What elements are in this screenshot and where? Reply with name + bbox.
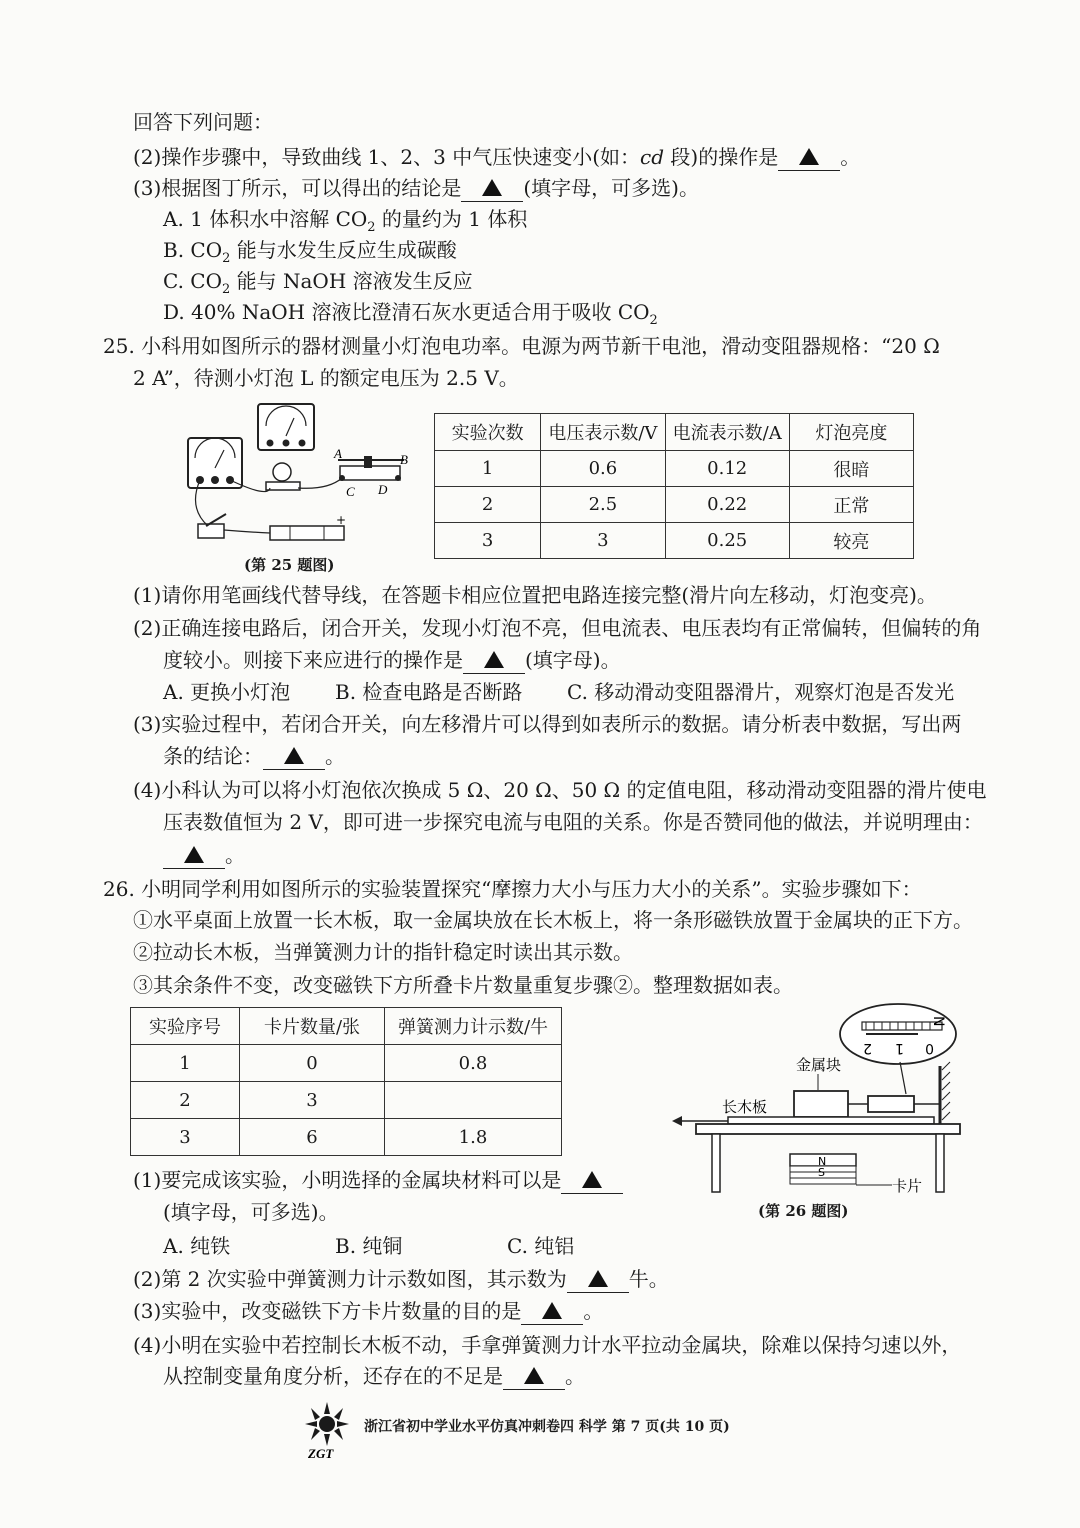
table-header-row [131,1008,562,1045]
answer-triangle-icon [542,1302,562,1319]
table-header-cell: 灯泡亮度 [789,414,913,451]
q25-part4-line2: 压表数值恒为 2 V，即可进一步探究电流与电阻的关系。你是否赞同他的做法，并说明理由： [163,810,983,834]
q25-figure-caption: (第 25 题图) [244,556,335,574]
answer-triangle-icon [524,1367,544,1384]
zgt-logo-icon [296,1400,358,1460]
table-cell: 1 [131,1045,240,1082]
card-label: 卡片 [892,1177,923,1195]
answer-triangle-icon [484,651,504,668]
table-cell: 0.25 [665,523,789,559]
q26-data-table [130,1007,562,1156]
q25-part1: (1)请你用笔画线代替导线，在答题卡相应位置把电路连接完整(滑片向左移动，灯泡变亮)。 [133,583,937,607]
table-row [131,1082,562,1119]
scale-label-2: 2 [863,1040,872,1056]
q26-part1-line1: (1)要完成该实验，小明选择的金属块材料可以是 [133,1165,623,1195]
answer-triangle-icon [184,846,204,863]
answer-blank[interactable] [461,175,523,202]
q26-part3: (3)实验中，改变磁铁下方卡片数量的目的是 。 [133,1299,604,1323]
table-cell: 0.12 [665,451,789,487]
answer-triangle-icon [582,1171,602,1188]
table-cell: 2 [435,487,541,523]
table-row [435,487,914,523]
table-top [696,1124,960,1134]
answer-blank[interactable] [778,144,840,171]
table-row [131,1045,562,1082]
answer-blank[interactable] [163,842,225,869]
table-header-cell: 电流表示数/A [665,414,789,451]
q26-friction-figure [668,1000,968,1198]
q26-step1: ①水平桌面上放置一长木板，取一金属块放在长木板上，将一条形磁铁放置于金属块的正下方。 [133,908,973,932]
answer-blank[interactable] [567,1266,629,1293]
q25-part2-option-b: B. 检查电路是否断路 [335,680,523,704]
ammeter-icon [188,438,242,488]
table-cell: 3 [131,1119,240,1156]
answer-blank[interactable] [561,1167,623,1194]
spring-scale-icon [868,1096,914,1112]
table-cell: 6 [240,1119,385,1156]
logo-text: ZGT [308,1446,334,1460]
answer-triangle-icon [799,148,819,165]
magnet-n-label: N [818,1155,827,1168]
table-cell: 很暗 [789,451,913,487]
q26-option-a: A. 纯铁 [163,1234,231,1258]
scale-label-n: N [930,1016,946,1027]
answer-triangle-icon [284,747,304,764]
q26-stem: 26. 小明同学利用如图所示的实验装置探究“摩擦力大小与压力大小的关系”。实验步骤如下： [103,877,922,901]
label-plus: + [336,513,347,527]
q24-option-a: A. 1 体积水中溶解 $CO_2$ 的量约为 1 体积 [163,207,528,235]
table-cell: 3 [435,523,541,559]
q26-step2: ②拉动长木板，当弹簧测力计的指针稳定时读出其示数。 [133,940,633,964]
answer-triangle-icon [482,179,502,196]
table-header-cell: 实验序号 [131,1008,240,1045]
table-cell: 正常 [789,487,913,523]
q25-part2-line2: 度较小。则接下来应进行的操作是 (填字母)。 [163,648,621,672]
table-cell: 0.6 [541,451,665,487]
switch-icon [198,514,226,538]
answer-blank[interactable] [263,743,325,770]
table-cell: 较亮 [789,523,913,559]
scale-label-1: 1 [895,1040,904,1056]
table-row [435,451,914,487]
q24-part2: (2)操作步骤中，导致曲线 1、2、3 中气压快速变小(如：cd 段)的操作是 。 [133,145,861,169]
q26-figure-caption: (第 26 题图) [758,1202,849,1220]
label-a: A [334,446,342,461]
q25-part2-line1: (2)正确连接电路后，闭合开关，发现小灯泡不亮，但电流表、电压表均有正常偏转，但偏转的角 [133,616,982,640]
label-b: B [400,452,408,467]
table-row [131,1119,562,1156]
metal-block [794,1091,848,1117]
table-cell: 0 [240,1045,385,1082]
q26-part1-line2: (填字母，可多选)。 [163,1200,339,1224]
q26-part4-line1: (4)小明在实验中若控制长木板不动，手拿弹簧测力计水平拉动金属块，除难以保持匀速以外， [133,1333,962,1357]
table-cell: 3 [541,523,665,559]
q25-stem-line2: 2 A”，待测小灯泡 L 的额定电压为 2.5 V。 [133,366,519,390]
scale-label-0: 0 [925,1040,934,1056]
board-label: 长木板 [722,1098,768,1116]
q25-part3-line1: (3)实验过程中，若闭合开关，向左移滑片可以得到如表所示的数据。请分析表中数据，写出两 [133,712,962,736]
q25-part4-line3: 。 [163,840,245,870]
table-cell: 1.8 [385,1119,562,1156]
table-cell: 1 [435,451,541,487]
q25-part4-line1: (4)小科认为可以将小灯泡依次换成 5 Ω、20 Ω、50 Ω 的定值电阻，移动滑动变阻器的滑片使电 [133,778,987,802]
table-cell: 2.5 [541,487,665,523]
page-footer: 浙江省初中学业水平仿真冲刺卷四 科学 第 7 页(共 10 页) [364,1419,730,1435]
table-header-cell: 弹簧测力计示数/牛 [385,1008,562,1045]
long-board [728,1117,934,1124]
q26-option-b: B. 纯铜 [335,1234,403,1258]
q24-option-c: C. $CO_2$ 能与 NaOH 溶液发生反应 [163,269,473,297]
q25-part3-line2: 条的结论： 。 [163,744,345,768]
label-d: D [378,482,388,497]
rheostat-icon [338,456,404,481]
table-cell: 2 [131,1082,240,1119]
q26-option-c: C. 纯铝 [507,1234,575,1258]
q25-part2-option-c: C. 移动滑动变阻器滑片，观察灯泡是否发光 [567,680,955,704]
table-cell: 0.8 [385,1045,562,1082]
q24-option-d: D. 40% NaOH 溶液比澄清石灰水更适合用于吸收 $CO_2$ [163,300,658,328]
table-row [435,523,914,559]
q25-part2-option-a: A. 更换小灯泡 [163,680,291,704]
bulb-icon [266,463,300,490]
table-header-cell: 实验次数 [435,414,541,451]
label-c: C [346,484,355,499]
voltmeter-icon [258,404,314,450]
q26-part2: (2)第 2 次实验中弹簧测力计示数如图，其示数为 牛。 [133,1267,669,1291]
q24-part3: (3)根据图丁所示，可以得出的结论是 (填字母，可多选)。 [133,176,699,200]
table-cell: 3 [240,1082,385,1119]
q25-data-table [434,413,914,559]
q24-option-b: B. $CO_2$ 能与水发生反应生成碳酸 [163,238,457,266]
magnet-s-label: S [818,1166,825,1179]
battery-icon [270,526,344,540]
table-cell [385,1082,562,1119]
answer-blank[interactable] [521,1298,583,1325]
q26-part4-line2: 从控制变量角度分析，还存在的不足是 。 [163,1364,585,1388]
table-header-cell: 电压表示数/V [541,414,665,451]
table-header-row [435,414,914,451]
q25-stem-line1: 25. 小科用如图所示的器材测量小灯泡电功率。电源为两节新干电池，滑动变阻器规格：“20 Ω [103,334,940,358]
q25-circuit-figure [178,398,418,558]
answer-blank[interactable] [503,1363,565,1390]
intro-text: 回答下列问题： [133,110,273,134]
table-cell: 0.22 [665,487,789,523]
answer-triangle-icon [588,1270,608,1287]
table-header-cell: 卡片数量/张 [240,1008,385,1045]
q26-step3: ③其余条件不变，改变磁铁下方所叠卡片数量重复步骤②。整理数据如表。 [133,973,793,997]
answer-blank[interactable] [463,647,525,674]
metal-block-label: 金属块 [796,1056,842,1074]
